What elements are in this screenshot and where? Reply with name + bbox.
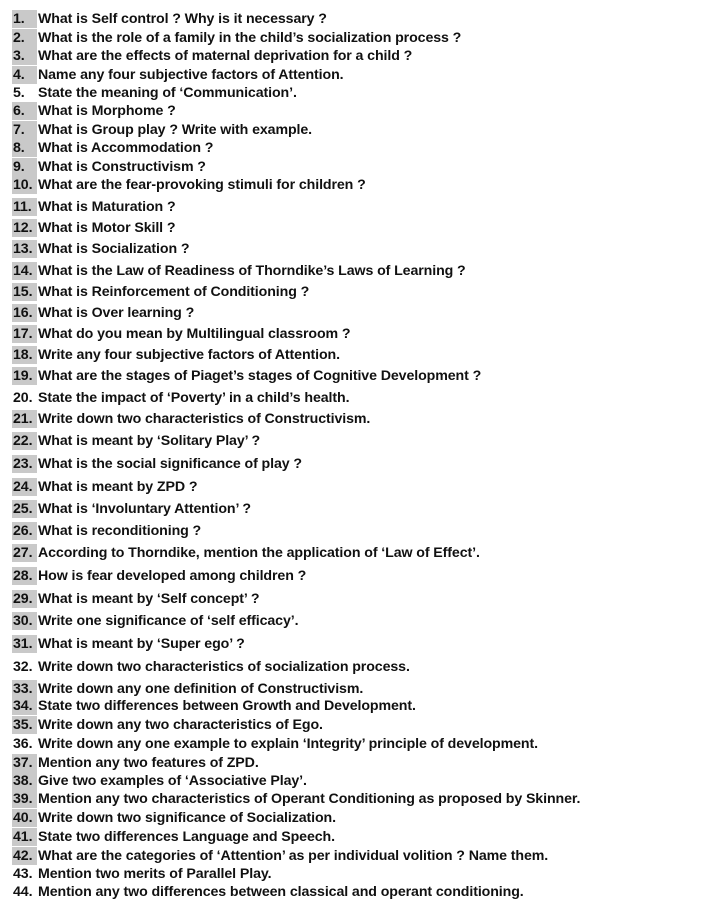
question-text: What are the stages of Piaget’s stages of Cognitive Development ? [38,368,482,384]
question-text: Write one significance of ‘self efficacy’. [38,613,299,629]
question-number: 2. [12,29,37,47]
question-item [12,697,416,715]
question-item [12,176,366,194]
question-text: Mention any two characteristics of Operant Conditioning as proposed by Skinner. [38,791,581,807]
question-number: 34. [12,697,37,715]
question-number: 33. [12,680,37,698]
question-text: What are the effects of maternal deprivation for a child ? [38,48,413,64]
question-item [12,304,194,322]
question-text: What is Maturation ? [38,199,176,215]
question-number: 38. [12,772,37,790]
question-text: What is Self control ? Why is it necessary ? [38,11,327,27]
question-item [12,139,213,157]
question-number: 13. [12,240,37,258]
question-text: What is meant by ZPD ? [38,479,198,495]
question-text: Write down any one example to explain ‘Integrity’ principle of development. [38,736,538,752]
question-text: What is meant by ‘Self concept’ ? [38,591,260,607]
question-number: 28. [12,567,37,585]
question-text: Write down two characteristics of socialization process. [38,659,410,675]
question-item [12,828,335,846]
question-text: What is Constructivism ? [38,159,206,175]
question-number: 30. [12,612,37,630]
question-item [12,612,298,630]
question-text: Mention any two differences between classical and operant conditioning. [38,884,524,900]
question-text: Write down two significance of Socialization. [38,810,336,826]
question-number: 10. [12,176,37,194]
question-number: 18. [12,346,37,364]
question-text: What is Group play ? Write with example. [38,122,313,138]
question-item [12,219,175,237]
question-number: 43. [13,866,33,882]
question-text: Write any four subjective factors of Attention. [38,347,340,363]
question-number: 15. [12,283,37,301]
question-item [12,158,206,176]
question-text: What is the Law of Readiness of Thorndike’s Laws of Learning ? [38,263,466,279]
question-item [12,658,410,676]
question-text: What is the social significance of play ? [38,456,302,472]
question-text: What is meant by ‘Solitary Play’ ? [38,433,261,449]
question-item [12,809,336,827]
question-number: 3. [12,47,37,65]
question-text: What is reconditioning ? [38,523,202,539]
question-text: State two differences between Growth and Development. [38,698,416,714]
question-text: State the impact of ‘Poverty’ in a child’s health. [38,390,350,406]
question-item [12,47,412,65]
question-number: 35. [12,716,37,734]
question-text: What is meant by ‘Super ego’ ? [38,636,245,652]
question-number: 42. [12,847,37,865]
question-number: 20. [13,390,33,406]
question-item [12,121,312,139]
question-number: 21. [12,410,37,428]
question-item [12,346,340,364]
question-text: What is Accommodation ? [38,140,214,156]
question-item [12,790,580,808]
question-item [12,283,309,301]
question-number: 14. [12,262,37,280]
question-item [12,716,323,734]
question-item [12,198,176,216]
question-item [12,262,466,280]
question-text: What is Reinforcement of Conditioning ? [38,284,310,300]
question-item [12,590,259,608]
question-text: What is Morphome ? [38,103,176,119]
question-item [12,84,297,102]
question-number: 8. [12,139,37,157]
question-number: 11. [12,198,37,216]
question-item [12,478,197,496]
question-number: 24. [12,478,37,496]
question-text: Write down any two characteristics of Ego. [38,717,323,733]
question-item [12,522,201,540]
question-number: 25. [12,500,37,518]
question-text: What do you mean by Multilingual classroom ? [38,326,351,342]
question-item [12,735,538,753]
question-text: Name any four subjective factors of Attention. [38,67,344,83]
question-item [12,10,327,28]
question-item [12,567,306,585]
question-item [12,635,245,653]
question-text: What is the role of a family in the child’s socialization process ? [38,30,462,46]
question-number: 37. [12,754,37,772]
question-item [12,865,271,883]
question-item [12,432,260,450]
question-item [12,66,343,84]
question-number: 32. [13,659,33,675]
question-item [12,680,363,698]
question-number: 27. [12,544,37,562]
question-number: 5. [13,85,25,101]
question-text: According to Thorndike, mention the application of ‘Law of Effect’. [38,545,480,561]
question-text: State the meaning of ‘Communication’. [38,85,297,101]
question-number: 7. [12,121,37,139]
question-number: 6. [12,102,37,120]
question-item [12,389,349,407]
question-item [12,410,370,428]
question-item [12,847,548,865]
question-item [12,754,259,772]
question-item [12,455,302,473]
question-text: Write down two characteristics of Constructivism. [38,411,371,427]
question-number: 12. [12,219,37,237]
question-text: How is fear developed among children ? [38,568,307,584]
question-text: What is Over learning ? [38,305,195,321]
question-text: What is Socialization ? [38,241,190,257]
question-number: 40. [12,809,37,827]
question-number: 39. [12,790,37,808]
question-item [12,883,524,901]
question-number: 22. [12,432,37,450]
question-item [12,500,251,518]
question-text: Write down any one definition of Constructivism. [38,681,364,697]
question-item [12,325,351,343]
question-text: Give two examples of ‘Associative Play’. [38,773,307,789]
question-number: 44. [13,884,33,900]
question-number: 41. [12,828,37,846]
question-item [12,29,461,47]
question-text: What is ‘Involuntary Attention’ ? [38,501,251,517]
question-number: 1. [12,10,37,28]
question-item [12,772,307,790]
question-number: 9. [12,158,37,176]
question-number: 23. [12,455,37,473]
question-number: 31. [12,635,37,653]
question-item [12,102,176,120]
question-item [12,367,481,385]
question-text: What is Motor Skill ? [38,220,176,236]
question-number: 26. [12,522,37,540]
question-text: What are the fear-provoking stimuli for children ? [38,177,366,193]
question-number: 36. [13,736,33,752]
question-item [12,544,480,562]
question-text: What are the categories of ‘Attention’ as per individual volition ? Name them. [38,848,549,864]
question-text: Mention any two features of ZPD. [38,755,259,771]
question-number: 16. [12,304,37,322]
question-number: 4. [12,66,37,84]
question-text: Mention two merits of Parallel Play. [38,866,272,882]
question-text: State two differences Language and Speech. [38,829,335,845]
question-number: 17. [12,325,37,343]
question-item [12,240,189,258]
question-number: 19. [12,367,37,385]
question-number: 29. [12,590,37,608]
